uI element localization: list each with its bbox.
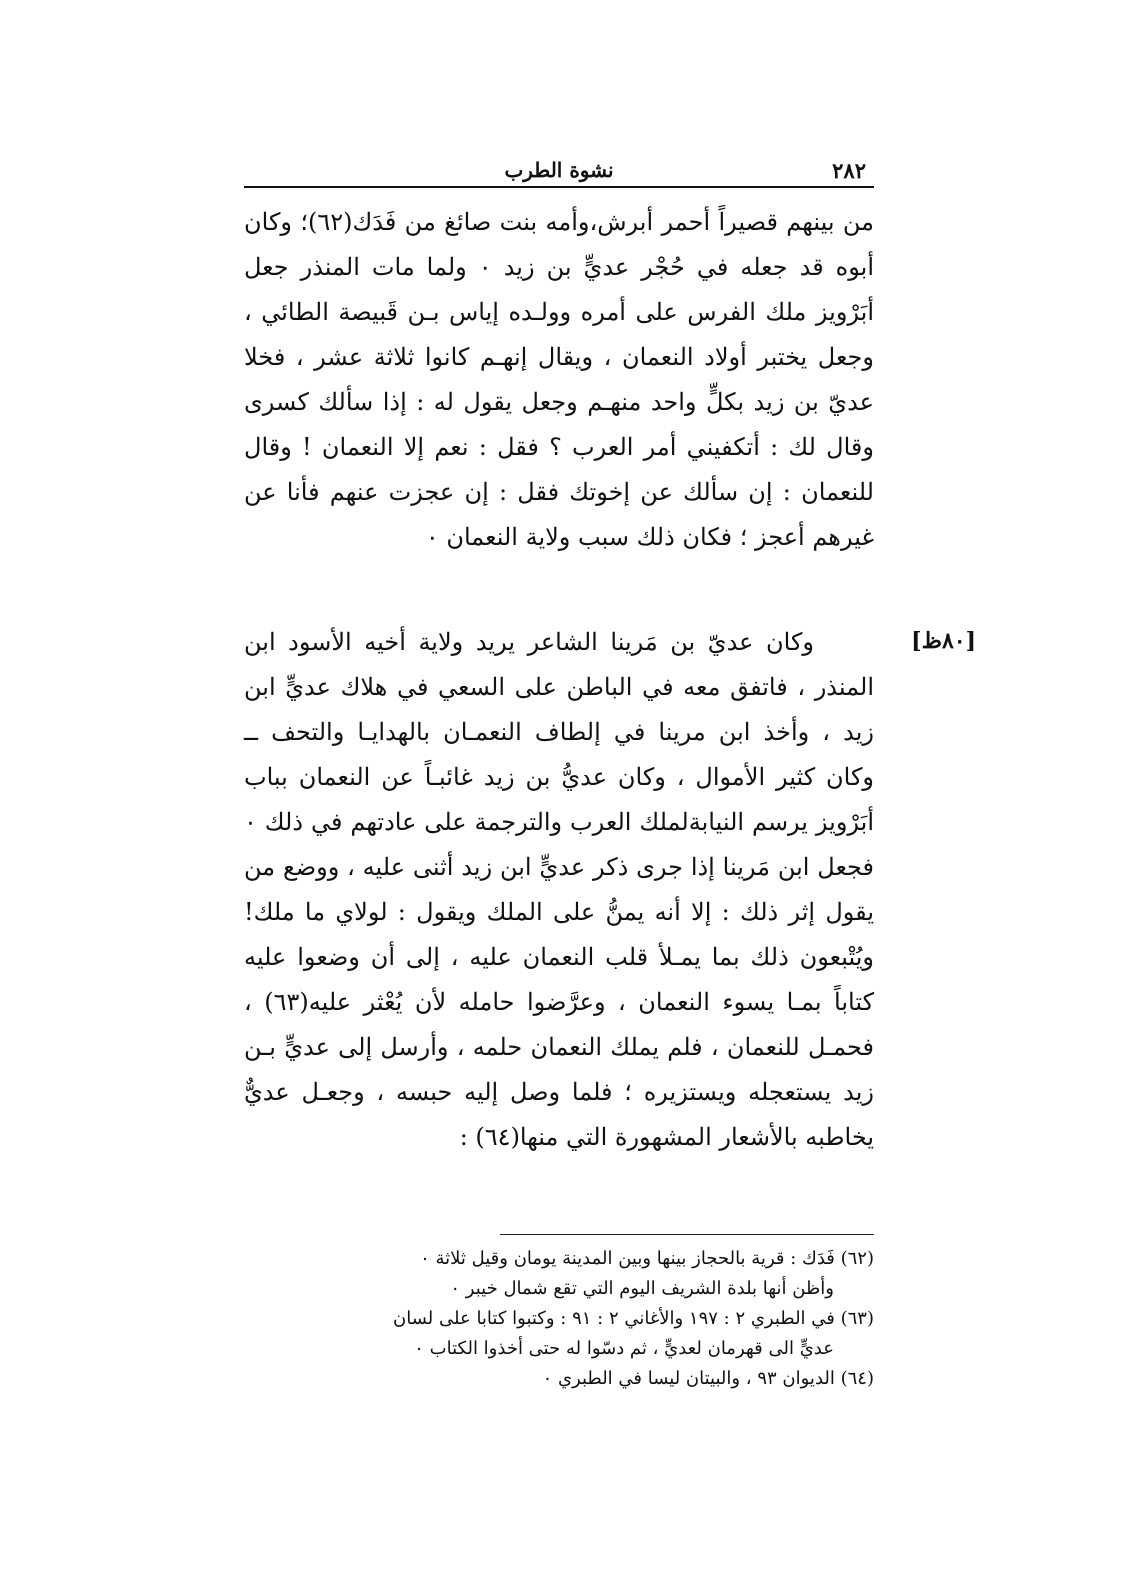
paragraph-text: وكان عديّ بن مَرينا الشاعر يريد ولاية أخيه الأسود ابن المنذر ، فاتفق معه في الباطن على السعي في هلاك عديٍّ ابن زيد ، وأخذ ابن مرينا في إلطاف النعمـان بالهدايـا والتحف ــ وكان كثير الأموال ، وكان عديُّ بن زيد غائبـاً عن النعمان بباب أبَرْويز يرسم النيابةلملك العرب والترجمة على عادتهم في ذلك ٠ فجعل ابن مَرينا إذا جرى ذكر عديٍّ ابن زيد أثنى عليه ، ووضع من يقول إثر ذلك : إلا أنه يمنُّ على الملك ويقول : لولاي ما ملك! ويُتْبعون ذلك بما يمـلأ قلب النعمان عليه ، إلى أن وضعوا عليه كتاباً بمـا يسوء النعمان ، وعرَّضوا حامله لأن يُعْثر عليه(٦٣) ، فحمـل للنعمان ، فلم يملك النعمان حلمه ، وأرسل إلى عديٍّ بـن زيد يستعجله ويستزيره ؛ فلما وصل إليه حبسه ، وجعـل عديٌّ يخاطبه بالأشعار المشهورة التي منها(٦٤) : (244, 628, 874, 1151)
footnote-63-continuation: عديٍّ الى قهرمان لعديٍّ ، ثم دسّوا له حتى أخذوا الكتاب ٠ (414, 1338, 834, 1359)
page-header (244, 158, 874, 188)
paragraph-text: من بينهم قصيراً أحمر أبرش،وأمه بنت صائغ من فَدَك(٦٢)؛ وكان أبوه قد جعله في حُجْر عديٍّ بن زيد ٠ ولما مات المنذر جعل أبَرْويز ملك الفرس على أمره وولـده إياس بـن قَبيصة الطائي ، وجعل يختبر أولاد النعمان ، ويقال إنهـم كانوا ثلاثة عشر ، فخلا عديّ بن زيد بكلٍّ واحد منهـم وجعل يقول له : إذا سألك كسرى وقال لك : أتكفيني أمر العرب ؟ فقل : نعم إلا النعمان ! وقال للنعمان : إن سألك عن إخوتك فقل : إن عجزت عنهم فأنا عن غيرهم أعجز ؛ فكان ذلك سبب ولاية النعمان ٠ (244, 208, 874, 551)
body-paragraph-2 (244, 620, 874, 1160)
footnote-62: (٦٢) فَدَك : قرية بالحجاز بينها وبين المدينة يومان وقيل ثلاثة ٠ (420, 1248, 874, 1269)
footnote-64: (٦٤) الديوان ٩٣ ، والبيتان ليسا في الطبري ٠ (542, 1368, 874, 1389)
footnotes (244, 1244, 874, 1394)
folio-margin-note: [٨٠ظ] (911, 628, 976, 654)
footnote-divider (500, 1234, 874, 1235)
footnote-62-continuation: وأظن أنها بلدة الشريف اليوم التي تقع شمال خيبر ٠ (450, 1278, 834, 1299)
footnote-63: (٦٣) في الطبري ٢ : ١٩٧ والأغاني ٢ : ٩١ : وكتبوا كتابا على لسان (393, 1308, 874, 1329)
page-number: ٢٨٢ (832, 158, 866, 183)
body-paragraph-1 (244, 200, 874, 560)
running-title: نشوة الطرب (504, 158, 614, 182)
